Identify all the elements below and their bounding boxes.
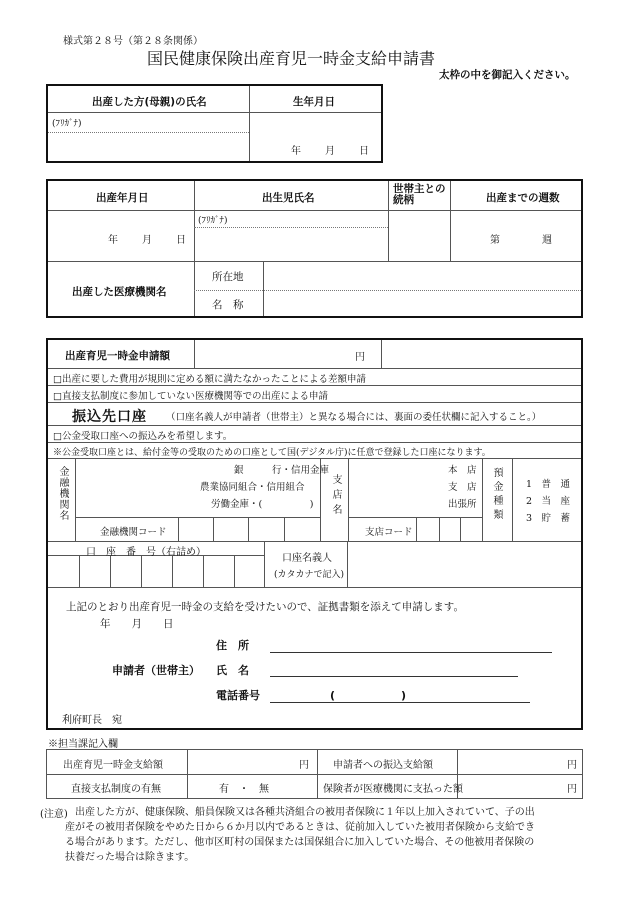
application-section [46,338,583,730]
amount-yen: 円 [355,352,365,363]
bank-type-bank: 銀 行・信用金庫 [234,465,330,476]
bank-name-field[interactable] [78,461,198,515]
deposit-option-ordinary[interactable]: 1 普 通 [526,479,571,490]
deposit-option-savings[interactable]: 3 貯 蓄 [526,513,571,524]
mother-furigana-label: (ﾌﾘｶﾞﾅ) [52,119,82,129]
note-line-3: る場合があります。ただし、他市区町村の国保または国保組合に加入していた場合、その他被用者保険の [65,837,535,848]
weeks-header: 出産までの週数 [486,192,560,204]
note-body [75,805,535,820]
staff-paid-yen: 円 [567,784,577,795]
bank-type-agri: 農業協同組合・信用組合 [200,482,305,493]
staff-paid-label: 保険者が医療機関に支払った額 [323,784,463,795]
weeks-prefix: 第 [490,235,500,246]
birth-day: 日 [176,235,186,246]
staff-transfer-label: 申請者への振込支給額 [333,760,433,771]
instruction-text: 太枠の中を御記入ください。 [439,69,576,81]
birth-year: 年 [108,235,118,246]
facility-name-field[interactable] [268,293,578,313]
form-number: 様式第２８号（第２８条関係） [63,36,203,47]
applicant-name-line[interactable] [270,676,518,677]
applicant-label: 申請者（世帯主） [112,664,200,677]
note-line-1: 出産した方が、健康保険、船員保険又は各種共済組合の被用者保険に１年以上加入されていて、子の出 [75,807,535,818]
account-holder-sub: (カタカナで記入) [274,570,345,580]
weeks-suffix: 週 [542,235,552,246]
applicant-name-label: 氏 名 [216,664,249,677]
mother-dob-year: 年 [291,146,301,157]
branch-type-office: 出張所 [448,499,477,510]
applicant-phone-label: 電話番号 [216,689,260,702]
applicant-phone-paren: ( ) [330,689,407,702]
birth-date-header: 出産年月日 [96,192,149,204]
child-name-field[interactable] [198,231,384,257]
mother-dob-day: 日 [359,146,369,157]
child-furigana-label: (ﾌﾘｶﾞﾅ) [198,216,228,226]
relation-field[interactable] [392,213,446,257]
staff-direct-pay-choice[interactable]: 有 ・ 無 [219,784,269,795]
branch-name-label: 支店名 [330,474,341,519]
staff-transfer-yen: 円 [567,760,577,771]
staff-payment-label: 出産育児一時金支給額 [63,760,163,771]
facility-address-label: 所在地 [212,271,244,283]
mother-name-field[interactable] [52,134,244,158]
weeks-field[interactable] [454,213,578,257]
applicant-phone-line[interactable] [270,702,530,703]
facility-name-label: 名 称 [212,299,244,311]
birth-month: 月 [142,235,152,246]
account-number-label: 口 座 番 号（右詰め） [86,547,206,558]
applicant-address-line[interactable] [270,652,552,653]
account-holder-label: 口座名義人 [282,553,332,564]
child-name-header: 出生児氏名 [262,192,315,204]
deposit-option-current[interactable]: 2 当 座 [526,496,571,507]
birth-section [46,179,583,318]
amount-label: 出産育児一時金申請額 [65,350,170,362]
deposit-type-label: 預金種類 [491,467,502,523]
transfer-title: 振込先口座 [72,409,147,425]
branch-code-label: 支店コード [365,527,413,538]
facility-header: 出産した医療機関名 [72,286,167,298]
facility-address-field[interactable] [268,264,578,288]
mother-dob-month: 月 [325,146,335,157]
addressee: 利府町長 宛 [62,715,122,726]
relation-header: 世帯主との続柄 [393,183,446,206]
note-body-rest [65,820,535,865]
public-account-note: ※公金受取口座とは、給付金等の受取のための口座として国(デジタル庁)に任意で登録した口座になります。 [53,448,491,458]
mother-section [46,84,383,163]
staff-direct-pay-label: 直接支払制度の有無 [71,784,161,795]
bank-type-labor: 労働金庫・( ) [211,499,314,510]
staff-table [46,749,583,799]
public-account-checkbox[interactable]: □公金受取口座への振込みを希望します。 [53,431,233,442]
branch-type-main: 本 店 [448,465,477,476]
direct-pay-checkbox[interactable]: □直接支払制度に参加していない医療機関等での出産による申請 [53,391,328,402]
bank-code-label: 金融機関コード [100,527,167,538]
transfer-note: （口座名義人が申請者（世帯主）と異なる場合には、裏面の委任状欄に記入すること。） [166,412,542,423]
diff-claim-checkbox[interactable]: □出産に要した費用が規則に定める額に満たなかったことによる差額申請 [53,374,366,385]
page-title: 国民健康保険出産育児一時金支給申請書 [147,49,436,68]
birth-date-field[interactable] [52,215,190,257]
staff-section-title: ※担当課記入欄 [48,739,118,750]
mother-name-header: 出産した方(母親)の氏名 [92,96,207,108]
staff-payment-yen: 円 [299,760,309,771]
applicant-address-label: 住 所 [216,639,249,652]
declaration-text: 上記のとおり出産育児一時金の支給を受けたいので、証拠書類を添えて申請します。 [66,601,464,613]
note-line-4: 扶養だった場合は除きます。 [65,852,195,863]
branch-type-branch: 支 店 [448,482,477,493]
mother-dob-header: 生年月日 [293,96,335,108]
declaration-date[interactable]: 年 月 日 [100,618,174,630]
branch-name-field[interactable] [352,461,442,515]
amount-field[interactable] [198,344,348,364]
account-holder-field[interactable] [351,544,577,584]
bank-name-label: 金融機関名 [57,466,68,521]
account-number-field[interactable] [50,557,262,585]
note-line-2: 産がその被用者保険をやめた日から６か月以内であるときは、従前加入していた被用者保険から支給でき [65,822,535,833]
note-label: (注意) [40,809,68,820]
